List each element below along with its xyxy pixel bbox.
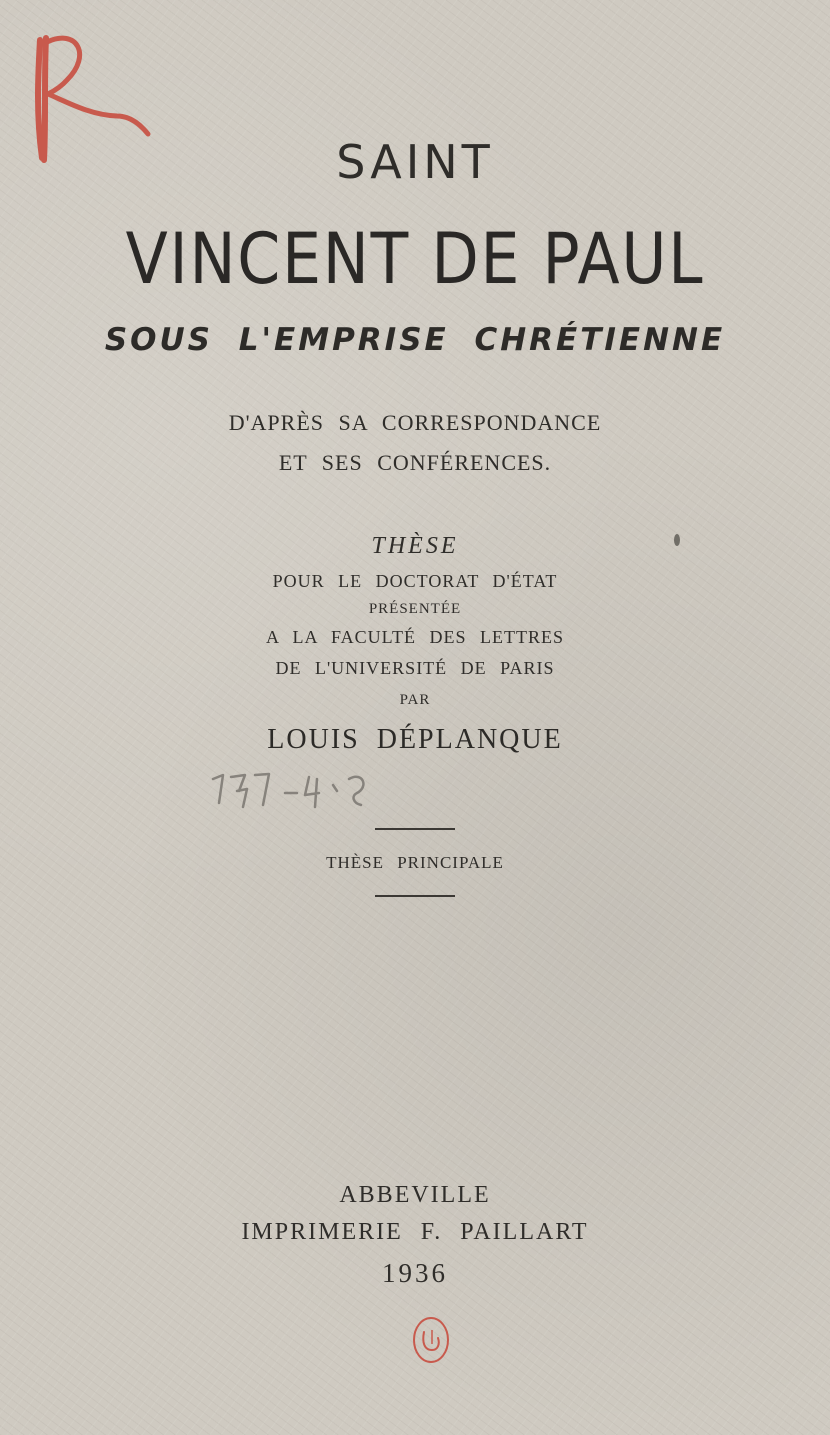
thesis-type: THÈSE PRINCIPALE [326,853,504,872]
thesis-heading: THÈSE [371,533,459,559]
imprint-printer: IMPRIMERIE F. PAILLART [241,1219,589,1245]
divider-bottom [375,895,455,897]
thesis-line-5: PAR [399,692,431,708]
thesis-line-2: PRÉSENTÉE [368,601,462,617]
pencil-handwritten-number [205,765,380,815]
thesis-line-3: A LA FACULTÉ DES LETTRES [265,627,564,647]
thesis-line-4: DE L'UNIVERSITÉ DE PARIS [275,658,555,678]
subtitle: SOUS L'EMPRISE CHRÉTIENNE [104,322,726,358]
description-line-2: ET SES CONFÉRENCES. [278,450,552,475]
description-line-1: D'APRÈS SA CORRESPONDANCE [228,410,602,435]
title-vincent-de-paul: VINCENT DE PAUL [125,218,705,300]
thesis-line-1: POUR LE DOCTORAT D'ÉTAT [272,571,558,591]
imprint-year: 1936 [382,1258,448,1288]
title-saint: SAINT [336,135,494,189]
imprint-city: ABBEVILLE [339,1182,491,1208]
divider-top [375,828,455,830]
red-library-stamp [410,1314,452,1366]
author-name: LOUIS DÉPLANQUE [267,724,563,755]
ink-speck [672,530,682,548]
